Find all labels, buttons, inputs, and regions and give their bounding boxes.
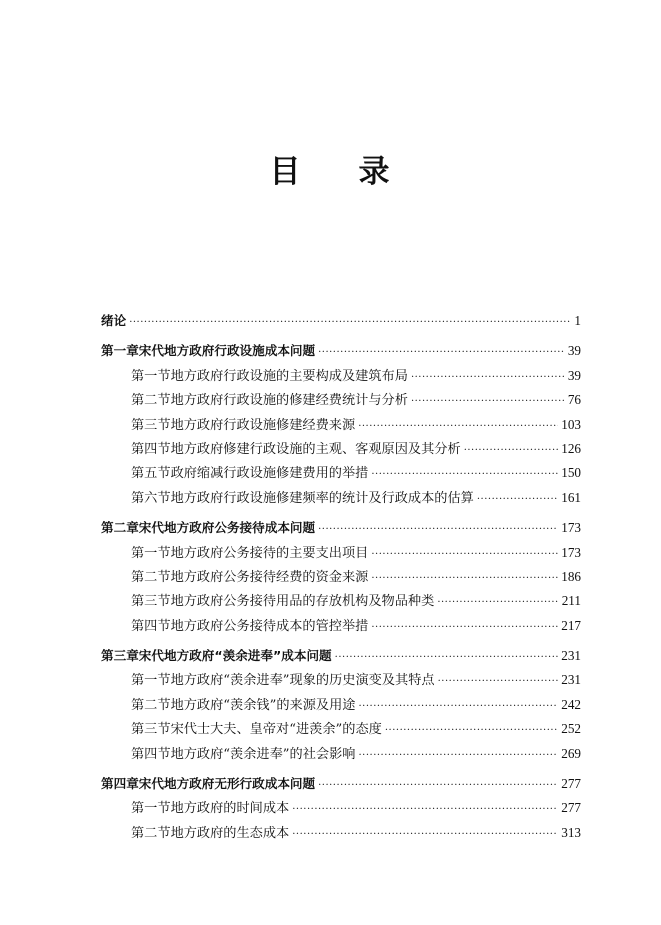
toc-entry-label: 第二节 [131,697,171,713]
toc-page-number: 39 [567,367,581,383]
toc-page-number: 76 [567,392,581,408]
dot-leader [371,567,558,591]
table-of-contents [101,309,581,845]
toc-entry-title: 地方政府修建行政设施的主观、客观原因及其分析 [170,441,461,457]
page-title-char-2: 录 [358,154,392,190]
dot-leader [411,390,565,414]
toc-entry-title: 地方政府公务接待的主要支出项目 [170,545,369,561]
toc-entry-title: 地方政府“羡余进奉”的社会影响 [170,746,356,762]
dot-leader [292,798,558,822]
toc-entry-label: 第四章 [101,776,139,792]
toc-section-entry [101,693,581,717]
toc-page-number: 173 [561,520,581,536]
toc-page-number: 217 [561,617,581,633]
toc-page-number: 173 [561,544,581,560]
page-title-char-1: 目 [269,154,303,190]
toc-entry-label: 第一节 [131,801,171,817]
toc-entry-label: 第三章 [101,648,139,664]
toc-section-entry [101,413,581,437]
toc-entry-title: 地方政府公务接待经费的资金来源 [170,569,369,585]
toc-entry-label: 第四节 [131,441,171,457]
toc-page-number: 103 [561,416,581,432]
toc-entry-title: 地方政府的生态成本 [170,825,290,841]
toc-entry-label: 第二节 [131,825,171,841]
toc-section-entry [101,388,581,412]
toc-entry-label: 第一章 [101,343,139,359]
dot-leader [129,311,571,335]
dot-leader [358,695,558,719]
toc-entry-title: 地方政府行政设施的主要构成及建筑布局 [170,368,408,384]
toc-entry-title: 绪论 [101,313,127,328]
dot-leader [318,774,558,798]
page-title [0,146,661,191]
toc-chapter-entry [101,644,581,668]
dot-leader [477,488,558,512]
toc-section-entry [101,486,581,510]
toc-chapter-entry [101,309,581,333]
toc-entry-title: 地方政府公务接待用品的存放机构及物品种类 [170,594,435,610]
toc-entry-title: 地方政府行政设施修建频率的统计及行政成本的估算 [170,490,474,506]
dot-leader [318,518,558,542]
toc-section-entry [101,668,581,692]
toc-chapter-entry [101,516,581,540]
toc-page-number: 1 [574,313,581,328]
toc-page-number: 186 [561,568,581,584]
toc-page-number: 39 [567,343,581,359]
toc-entry-label: 第三节 [131,594,171,610]
toc-section-entry [101,364,581,388]
dot-leader [371,463,558,487]
toc-entry-title: 地方政府行政设施的修建经费统计与分析 [170,393,408,409]
toc-section-entry [101,589,581,613]
dot-leader [318,341,565,365]
toc-entry-title: 宋代地方政府行政设施成本问题 [138,343,316,359]
toc-entry-title: 地方政府“羡余进奉”现象的历史演变及其特点 [170,673,435,689]
toc-page-number: 252 [561,721,581,737]
toc-page-number: 313 [561,824,581,840]
toc-entry-label: 第四节 [131,746,171,762]
dot-leader [464,439,559,463]
toc-entry-label: 第二节 [131,393,171,409]
toc-chapter-entry [101,772,581,796]
toc-section-entry [101,614,581,638]
toc-page-number: 126 [561,440,581,456]
toc-page-number: 150 [561,465,581,481]
toc-page-number: 211 [561,593,581,609]
toc-section-entry [101,565,581,589]
dot-leader [335,646,559,670]
dot-leader [411,366,565,390]
toc-page-number: 231 [561,672,581,688]
dot-leader [438,670,559,694]
toc-section-entry [101,541,581,565]
toc-entry-label: 第四节 [131,618,171,634]
toc-section-entry [101,717,581,741]
dot-leader [371,543,558,567]
toc-entry-title: 宋代地方政府公务接待成本问题 [138,520,316,536]
toc-entry-label: 第六节 [131,490,171,506]
toc-entry-title: 政府缩减行政设施修建费用的举措 [170,466,369,482]
toc-entry-title: 宋代地方政府“羡余进奉”成本问题 [138,648,332,664]
toc-page-number: 231 [561,648,581,664]
toc-page-number: 277 [561,776,581,792]
toc-entry-title: 地方政府公务接待成本的管控举措 [170,618,369,634]
toc-section-entry [101,742,581,766]
toc-entry-title: 地方政府行政设施修建经费来源 [170,417,356,433]
toc-entry-title: 宋代士大夫、皇帝对“进羡余”的态度 [170,722,382,738]
toc-entry-label: 第五节 [131,466,171,482]
toc-entry-label: 第二章 [101,520,139,536]
toc-entry-title: 宋代地方政府无形行政成本问题 [138,776,316,792]
toc-entry-label: 第一节 [131,545,171,561]
toc-page-number: 269 [561,745,581,761]
toc-section-entry [101,796,581,820]
toc-section-entry [101,821,581,845]
dot-leader [371,616,558,640]
dot-leader [358,415,558,439]
toc-entry-title: 地方政府“羡余钱”的来源及用途 [170,697,356,713]
toc-entry-label: 第三节 [131,722,171,738]
toc-entry-label: 第三节 [131,417,171,433]
toc-section-entry [101,437,581,461]
toc-entry-title: 地方政府的时间成本 [170,801,290,817]
toc-entry-label: 第一节 [131,368,171,384]
dot-leader [385,719,558,743]
toc-page-number: 277 [561,800,581,816]
dot-leader [292,823,558,847]
toc-entry-label: 第一节 [131,673,171,689]
toc-page-number: 161 [561,489,581,505]
toc-chapter-entry [101,339,581,363]
toc-section-entry [101,461,581,485]
dot-leader [437,591,558,615]
toc-entry-label: 第二节 [131,569,171,585]
toc-page-number: 242 [561,696,581,712]
dot-leader [358,744,558,768]
